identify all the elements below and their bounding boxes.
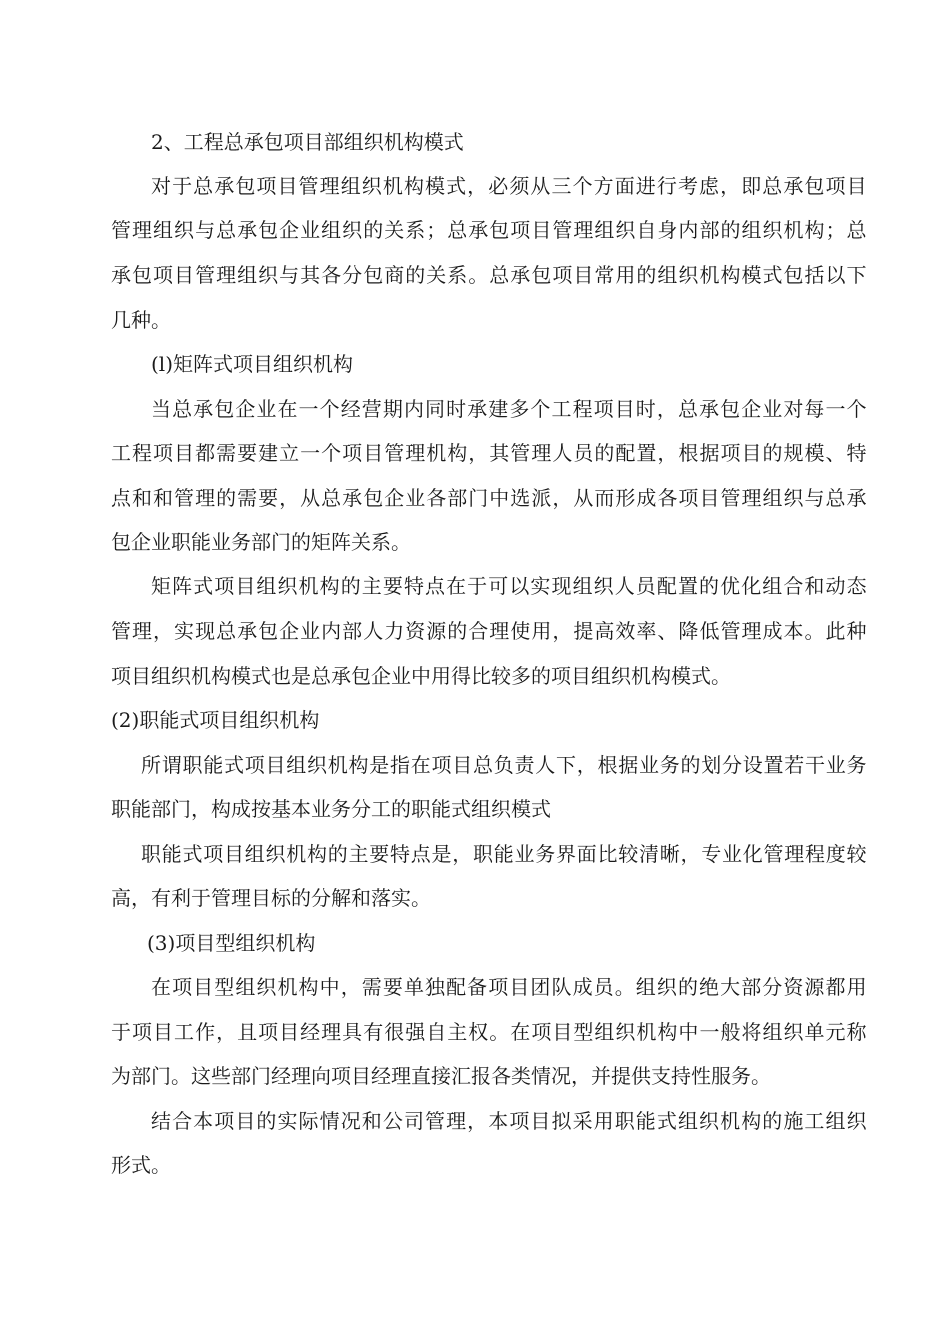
text-line: 工 程 项 目 都 需 要 建 立 一 个 项 目 管 理 机 构 ， 其 管 理 人 员 的 配 置 ， 根 据 项 目 的 规 模 、 特: [111, 441, 867, 465]
text-line: 矩 阵 式 项 目 组 织 机 构 的 主 要 特 点 在 于 可 以 实 现 组 织 人 员 配 置 的 优 化 组 合 和 动 态: [151, 574, 867, 598]
text-line: 对 于 总 承 包 项 目 管 理 组 织 机 构 模 式 ， 必 须 从 三 个 方 面 进 行 考 虑 ， 即 总 承 包 项 目: [151, 174, 867, 198]
text-line: 结 合 本 项 目 的 实 际 情 况 和 公 司 管 理 ， 本 项 目 拟 采 用 职 能 式 组 织 机 构 的 施 工 组 织: [151, 1109, 867, 1133]
text-line: 包企业职能业务部门的矩阵关系。: [111, 530, 411, 554]
text-line: 高，有利于管理目标的分解和落实。: [111, 886, 431, 910]
text-line: (3)项目型组织机构: [147, 931, 316, 955]
text-line: (l)矩阵式项目组织机构: [151, 352, 354, 376]
text-line: 当 总 承 包 企 业 在 一 个 经 营 期 内 同 时 承 建 多 个 工 程 项 目 时 ， 总 承 包 企 业 对 每 一 个: [151, 397, 867, 421]
text-line: 几种。: [111, 308, 171, 332]
text-line: 形式。: [111, 1153, 171, 1177]
text-line: 管 理 组 织 与 总 承 包 企 业 组 织 的 关 系 ； 总 承 包 项 目 管 理 组 织 自 身 内 部 的 组 织 机 构 ； 总: [111, 218, 867, 242]
text-line: 2、工程总承包项目部组织机构模式: [151, 130, 464, 154]
text-line: 于 项 目 工 作 ， 且 项 目 经 理 具 有 很 强 自 主 权 。 在 项 目 型 组 织 机 构 中 一 般 将 组 织 单 元 称: [111, 1020, 867, 1044]
text-line: (2)职能式项目组织机构: [111, 708, 320, 732]
text-line: 承 包 项 目 管 理 组 织 与 其 各 分 包 商 的 关 系 。 总 承 包 项 目 常 用 的 组 织 机 构 模 式 包 括 以 下: [111, 263, 867, 287]
text-line: 管 理 ， 实 现 总 承 包 企 业 内 部 人 力 资 源 的 合 理 使 用 ， 提 高 效 率 、 降 低 管 理 成 本 。 此 种: [111, 619, 867, 643]
text-line: 为部门。这些部门经理向项目经理直接汇报各类情况，并提供支持性服务。: [111, 1064, 771, 1088]
text-line: 在 项 目 型 组 织 机 构 中 ， 需 要 单 独 配 备 项 目 团 队 成 员 。 组 织 的 绝 大 部 分 资 源 都 用: [151, 975, 867, 999]
text-line: 所 谓 职 能 式 项 目 组 织 机 构 是 指 在 项 目 总 负 责 人 下 ， 根 据 业 务 的 划 分 设 置 若 干 业 务: [141, 753, 867, 777]
text-line: 职能部门，构成按基本业务分工的职能式组织模式: [111, 797, 551, 821]
text-line: 点 和 和 管 理 的 需 要 ， 从 总 承 包 企 业 各 部 门 中 选 派 ， 从 而 形 成 各 项 目 管 理 组 织 与 总 承: [111, 486, 867, 510]
text-line: 职 能 式 项 目 组 织 机 构 的 主 要 特 点 是 ， 职 能 业 务 界 面 比 较 清 晰 ， 专 业 化 管 理 程 度 较: [141, 842, 867, 866]
text-line: 项目组织机构模式也是总承包企业中用得比较多的项目组织机构模式。: [111, 664, 731, 688]
